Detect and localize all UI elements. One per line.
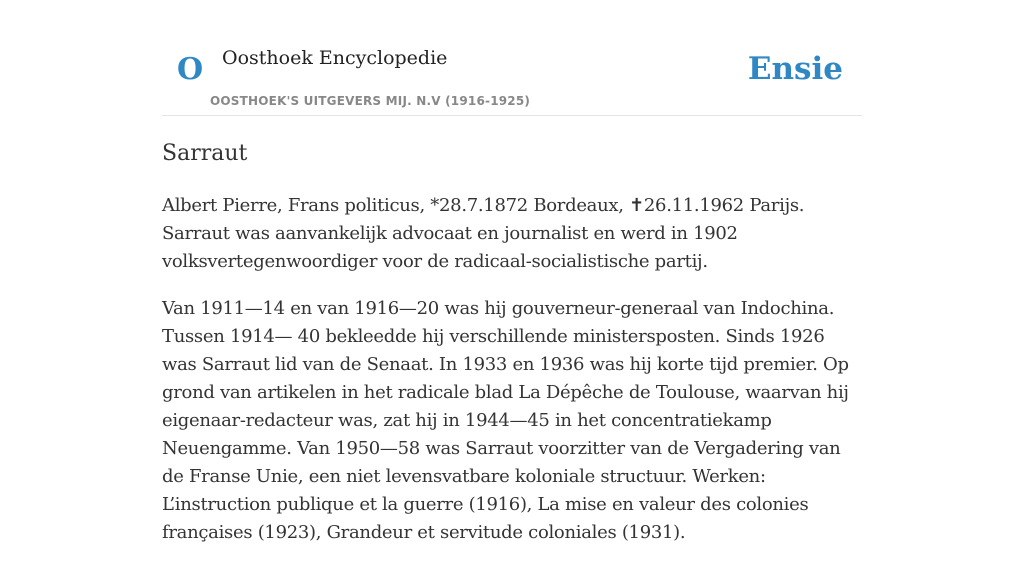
article-paragraph: Van 1911—14 en van 1916—20 was hij gouverneur-generaal van Indochina. Tussen 1914— 40 bekleedde hij verschillende ministersposten. Sinds 1926 was Sarraut lid van de Senaat. In 1933 en 1936 was hij korte tijd premier. Op grond van artikelen in het radicale blad La Dépêche de Toulouse, waarvan hij eigenaar-redacteur was, zat hij in 1944—45 in het concentratiekamp Neuengamme. Van 1950—58 was Sarraut voorzitter van de Vergadering van de Franse Unie, een niet levensvatbare koloniale structuur. Werken: L’instruction publique et la guerre (1916), La mise en valeur des colonies françaises (1923), Grandeur et servitude coloniales (1931).: [162, 298, 849, 543]
article-body: [162, 192, 862, 566]
article-title: Sarraut: [162, 141, 248, 166]
article-paragraph: Albert Pierre, Frans politicus, *28.7.1872 Bordeaux, ✝26.11.1962 Parijs. Sarraut was aanvankelijk advocaat en journalist en werd in 1902 volksvertegenwoordiger voor de radicaal-socialistische partij.: [162, 195, 805, 272]
header: [162, 0, 862, 116]
publisher-subtitle: OOSTHOEK'S UITGEVERS MIJ. N.V (1916-1925): [210, 94, 531, 108]
publication-logo[interactable]: O: [177, 52, 204, 87]
page: [162, 0, 862, 543]
publication-title[interactable]: Oosthoek Encyclopedie: [222, 47, 448, 69]
brand-logo[interactable]: Ensie: [747, 51, 843, 87]
